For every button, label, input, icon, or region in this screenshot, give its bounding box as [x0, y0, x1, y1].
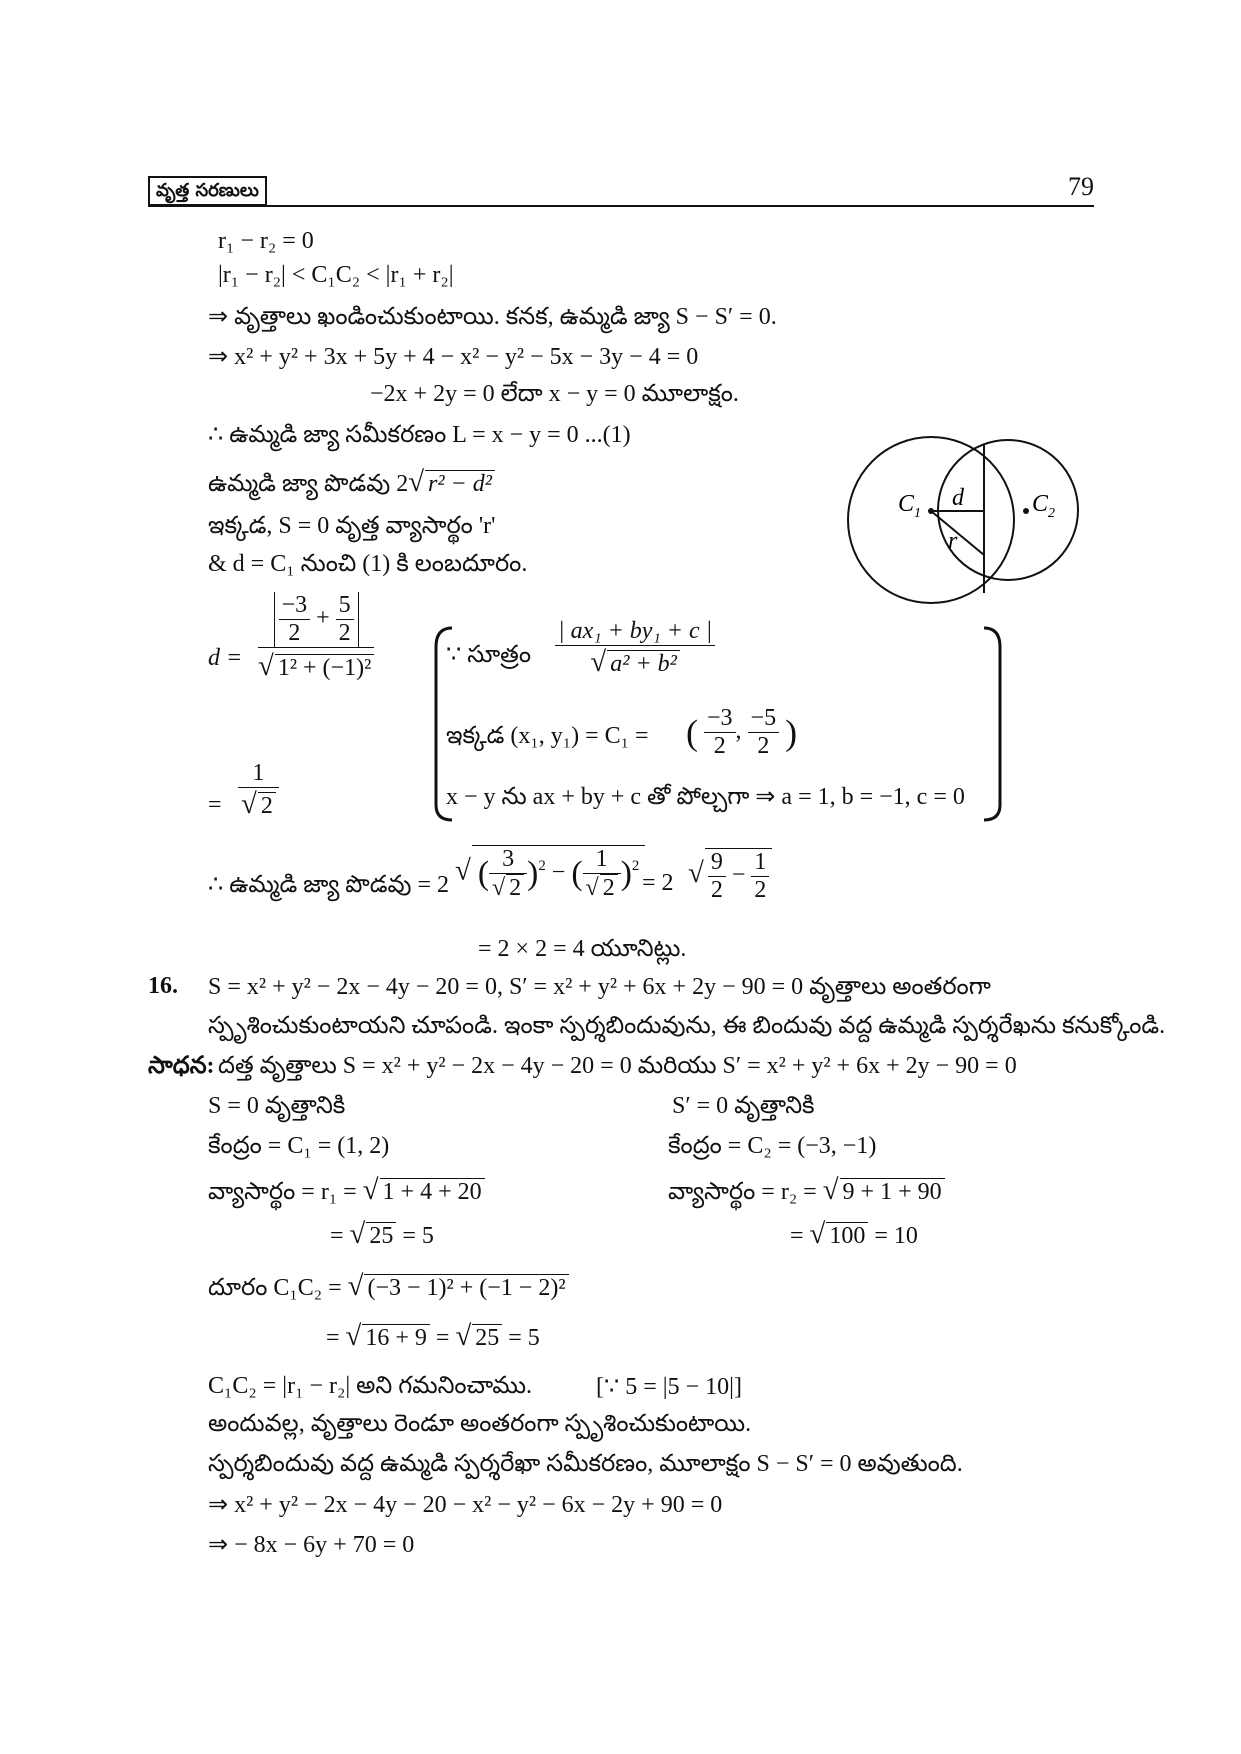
here-label: ఇక్కడ (x₁, y₁) = C₁ = [446, 723, 649, 749]
len-expression: √ ( $\frac{3}{√ 2}$ )$^2$ − ( $\frac{1}{√ 2}$ )$^2$ [455, 845, 645, 902]
line-chord-length-formula: ఉమ్మడి జ్యా పొడవు 2√ r² − d² [208, 466, 495, 503]
sqrt-icon: √ [408, 466, 424, 498]
len-d-den: 2 [754, 877, 767, 903]
line-subtract: ⇒ x² + y² + 3x + 5y + 4 − x² − y² − 5x − 3y − 4 = 0 [208, 344, 699, 370]
len-eq2: = 2 [642, 870, 674, 896]
line-distance-note: & d = C₁ నుంచి (1) కి లంబదూరం. [208, 551, 528, 577]
label-c1: $C_1$ [898, 491, 922, 521]
distance-2-b: 25 [472, 1324, 502, 1352]
len-b-num: 1 [583, 846, 621, 874]
formula-den: a² + b² [610, 651, 677, 677]
sqrt-icon: √ [345, 1320, 362, 1352]
line-radical-axis: −2x + 2y = 0 లేదా x − y = 0 మూలాక్షం. [370, 381, 739, 407]
distance-line [208, 1270, 569, 1307]
distance-2-res: = 5 [502, 1325, 540, 1351]
len-final: = 2 × 2 = 4 యూనిట్లు. [478, 936, 687, 962]
len-label: ∴ ఉమ్మడి జ్యా పొడవు = 2 [208, 872, 449, 898]
formula-label: ∵ సూత్రం [446, 642, 531, 668]
len-b-den: 2 [600, 874, 618, 902]
d-num-a: −3 [279, 592, 311, 620]
observation-reason: [∵ 5 = |5 − 10|] [596, 1374, 742, 1400]
d-result-eq: = [208, 792, 222, 818]
line-intersect: ⇒ వృత్తాలు ఖండించుకుంటాయి. కనక, ఉమ్మడి జ్యా S − S′ = 0. [208, 304, 777, 330]
sqrt-icon: √ [362, 1174, 379, 1206]
center-c1-dot [928, 508, 934, 514]
right-radius-expr: 9 + 1 + 90 [840, 1178, 945, 1206]
d-denominator: 1² + (−1)² [275, 654, 374, 682]
compare-line: x − y ను ax + by + c తో పోల్చగా ⇒ a = 1, b = −1, c = 0 [446, 784, 965, 810]
line-common-chord-eq: ∴ ఉమ్మడి జ్యా సమీకరణం L = x − y = 0 ...(1) [208, 422, 631, 448]
sqrt-icon: √ [455, 1320, 472, 1352]
len-c-den: 2 [710, 877, 723, 903]
left-center: కేంద్రం = C₁ = (1, 2) [208, 1133, 390, 1159]
right-radius-label: వ్యాసార్థం = r₂ = [668, 1179, 817, 1205]
left-radius-2 [330, 1218, 434, 1251]
sqrt-icon: √ [349, 1218, 366, 1250]
chord-length-expr: r² − d² [428, 471, 492, 497]
chord-length-text: ఉమ్మడి జ్యా పొడవు [208, 471, 391, 497]
label-r: r [948, 528, 958, 554]
here-d1: 2 [713, 733, 726, 759]
sqrt-icon: √ [822, 1174, 839, 1206]
left-heading: S = 0 వృత్తానికి [208, 1093, 346, 1119]
here-d2: 2 [757, 733, 770, 759]
distance-expr: (−3 − 1)² + (−1 − 2)² [364, 1274, 568, 1302]
left-radius-label: వ్యాసార్థం = r₁ = [208, 1179, 357, 1205]
line-inequality: |r₁ − r₂| < C₁C₂ < |r₁ + r₂| [218, 262, 454, 288]
distance-label: దూరం C₁C₂ = [208, 1275, 342, 1301]
sqrt-icon: √ [688, 857, 704, 890]
right-center: కేంద్రం = C₂ = (−3, −1) [668, 1133, 877, 1159]
segment-r [931, 511, 984, 555]
d-num-d: 2 [338, 620, 351, 646]
len-a-den: 2 [506, 874, 524, 902]
step-1: ⇒ x² + y² − 2x − 4y − 20 − x² − y² − 6x − 2y + 90 = 0 [208, 1492, 723, 1518]
d-num-b: 2 [288, 620, 301, 646]
center-c2-dot [1023, 508, 1029, 514]
right-radius-2-res: = 10 [868, 1223, 918, 1249]
d-fraction: $\frac{-3}{2}$ + $\frac{5}{2}$ √ 1² + (−1)² [258, 592, 374, 683]
distance-2-a: 16 + 9 [362, 1324, 430, 1352]
page-number: 79 [1068, 172, 1094, 201]
here-n1: −3 [704, 705, 736, 733]
distance-2-mid: = [429, 1325, 456, 1351]
d-num-c: 5 [336, 592, 354, 620]
left-radius [208, 1174, 485, 1211]
label-d: d [952, 485, 964, 511]
right-heading: S′ = 0 వృత్తానికి [672, 1093, 815, 1119]
header-rule [148, 205, 1094, 207]
d-result [238, 760, 279, 821]
question-line-1: S = x² + y² − 2x − 4y − 20 = 0, S′ = x² + y² + 6x + 2y − 90 = 0 వృత్తాలు అంతరంగా [208, 974, 991, 1000]
conclusion-1: అందువల్ల, వృత్తాలు రెండూ అంతరంగా స్పృశించుకుంటాయి. [208, 1411, 752, 1437]
len-a-num: 3 [489, 846, 527, 874]
chapter-tag: వృత్త సరణులు [148, 176, 267, 206]
label-c2: $C_2$ [1032, 491, 1056, 521]
formula-num: | ax₁ + by₁ + c | [558, 618, 713, 644]
right-radius-2-expr: 100 [826, 1222, 868, 1250]
here-n2: −5 [748, 705, 780, 733]
right-radius-2-eq: = [790, 1223, 804, 1249]
right-radius [668, 1174, 945, 1211]
d-label: d = [208, 645, 243, 671]
line-radius-note: ఇక్కడ, S = 0 వృత్త వ్యాసార్థం 'r' [208, 513, 496, 539]
solution-label: సాధన: [148, 1053, 215, 1079]
sqrt-icon: √ [809, 1218, 826, 1250]
d-result-den: 2 [258, 792, 276, 820]
left-radius-expr: 1 + 4 + 20 [380, 1178, 485, 1206]
solution-given: దత్త వృత్తాలు S = x² + y² − 2x − 4y − 20 = 0 మరియు S′ = x² + y² + 6x + 2y − 90 = 0 [218, 1053, 1017, 1079]
right-brace-icon [980, 625, 1010, 823]
left-radius-2-eq: = [330, 1223, 344, 1249]
distance-line-2 [326, 1320, 540, 1353]
here-point: ( $\frac{-3}{2}$ , $\frac{-5}{2}$ ) [686, 705, 798, 759]
len-c-num: 9 [708, 849, 726, 877]
distance-formula [555, 618, 715, 679]
left-radius-2-res: = 5 [396, 1223, 434, 1249]
sqrt-icon: √ [455, 854, 471, 887]
left-radius-2-expr: 25 [366, 1222, 396, 1250]
question-number: 16. [148, 973, 178, 999]
line-r-diff: r₁ − r₂ = 0 [218, 228, 314, 254]
right-radius-2 [790, 1218, 918, 1251]
len-expression-2: √ $\frac{9}{2}$ − $\frac{1}{2}$ [688, 848, 772, 904]
len-d-num: 1 [751, 849, 769, 877]
sqrt-icon: √ [241, 788, 257, 820]
question-line-2: స్పృశించుకుంటాయని చూపండి. ఇంకా స్పర్శబిందువును, ఈ బిందువు వద్ద ఉమ్మడి స్పర్శరేఖను కనుక్కోండి. [208, 1013, 1166, 1039]
sqrt-icon: √ [590, 646, 607, 678]
d-result-num: 1 [238, 760, 279, 788]
sqrt-icon: √ [347, 1270, 364, 1302]
observation: C₁C₂ = |r₁ − r₂| అని గమనించాము. [208, 1373, 533, 1399]
circles-diagram [838, 425, 1096, 617]
conclusion-2: స్పర్శబిందువు వద్ద ఉమ్మడి స్పర్శరేఖా సమీకరణం, మూలాక్షం S − S′ = 0 అవుతుంది. [208, 1451, 963, 1477]
sqrt-icon: √ [258, 650, 274, 682]
step-2: ⇒ − 8x − 6y + 70 = 0 [208, 1532, 415, 1558]
distance-2-eq: = [326, 1325, 340, 1351]
